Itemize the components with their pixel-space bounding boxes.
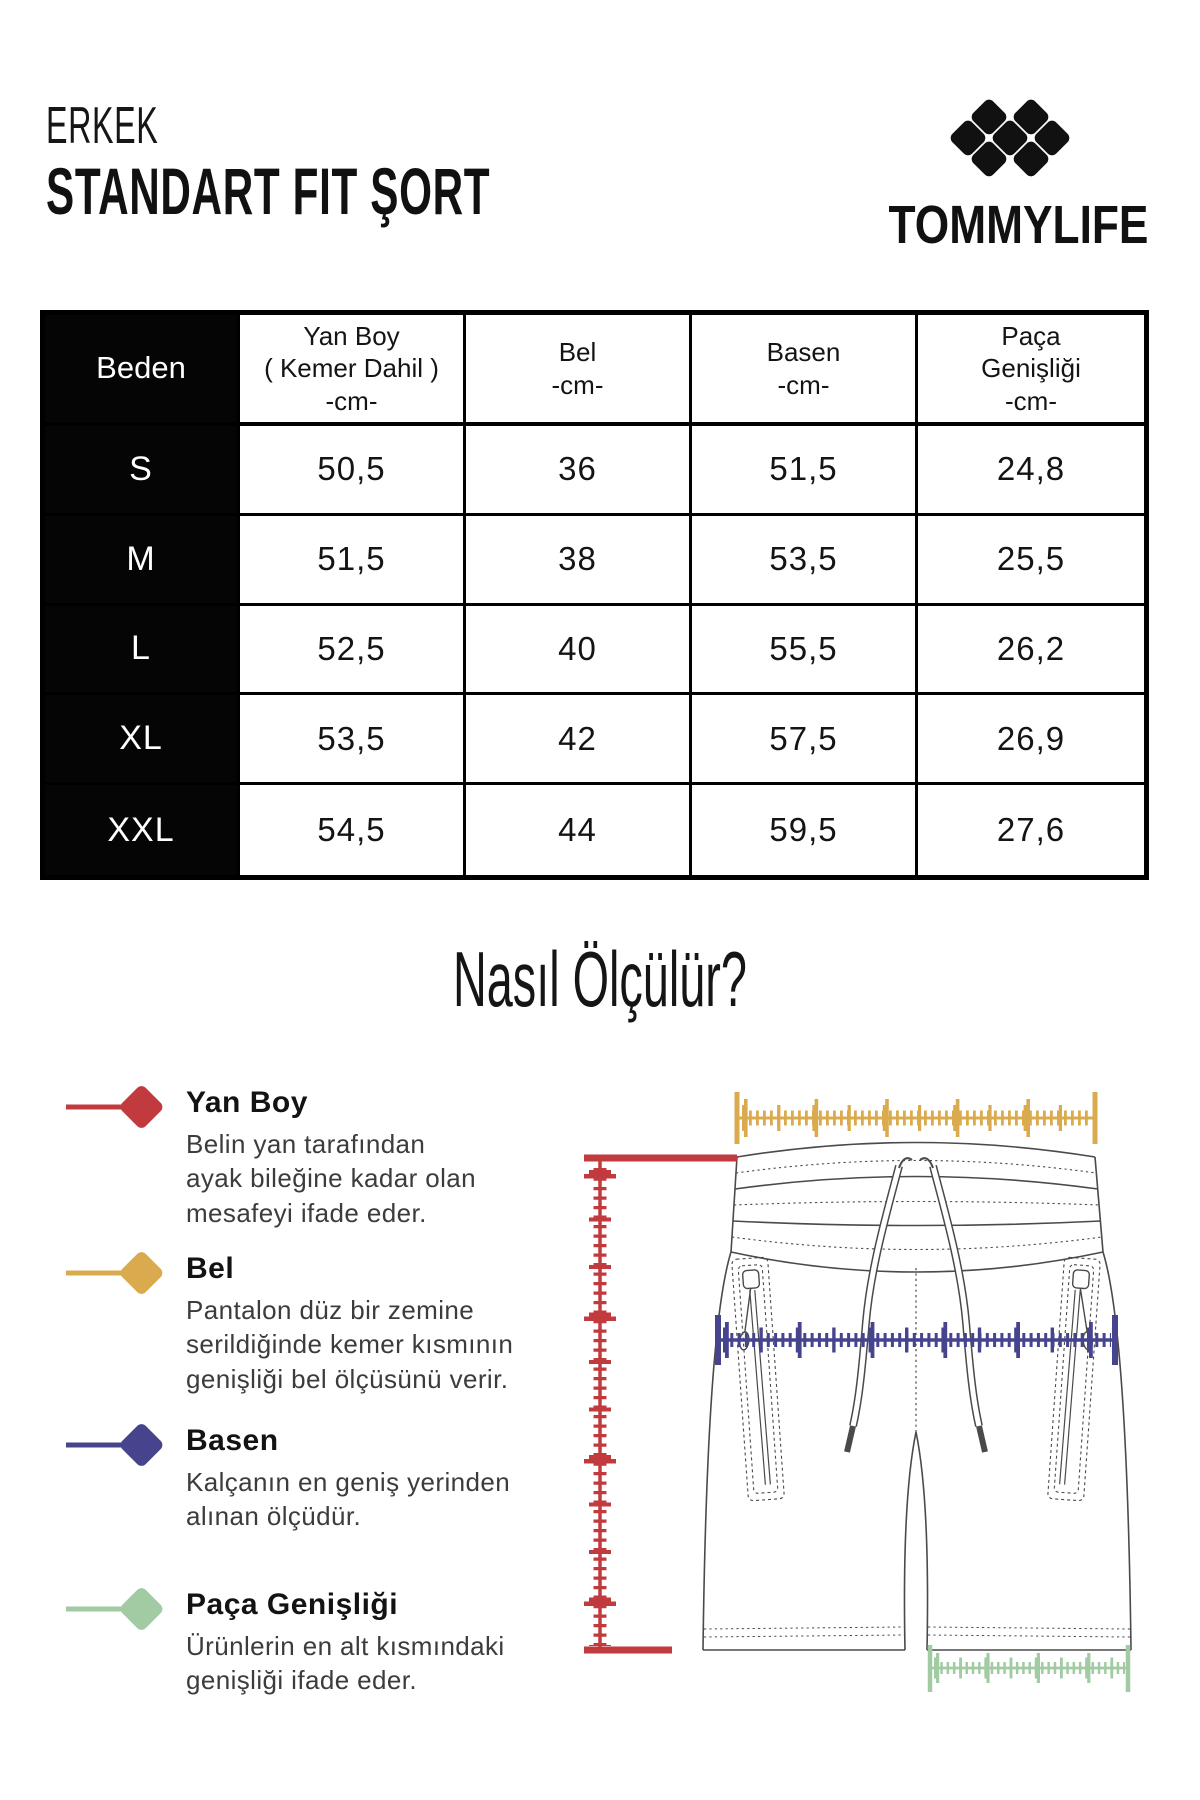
yan-boy-ruler [584,1158,737,1650]
legend-desc-line: Pantalon düz bir zemine [186,1295,475,1325]
legend-desc-line: serildiğinde kemer kısmının [186,1329,514,1360]
table-cell [240,426,466,516]
table-cell [918,695,1144,785]
table-cell [692,516,918,606]
size-label: M [126,539,156,578]
legend-title: Yan Boy [186,1086,308,1119]
value: 57,5 [769,719,838,757]
table-header-yan-boy [240,315,466,426]
legend-title: Basen [186,1424,279,1457]
col-label: Genişliği [981,353,1081,384]
value: 42 [558,719,597,757]
size-label: XXL [107,810,175,849]
table-cell [918,426,1144,516]
value: 59,5 [769,811,838,849]
left-zip-pocket [732,1257,785,1501]
legend-desc-line: Ürünlerin en alt kısmındaki [186,1631,505,1661]
yan-boy-diamond-icon [64,1081,176,1133]
legend-desc-line: alınan ölçüdür. [186,1501,362,1532]
value: 44 [558,811,597,849]
table-row-size [45,516,240,606]
value: 53,5 [317,719,386,757]
table-row-size [45,785,240,875]
page-title [46,97,740,229]
howto-heading [0,934,1200,1025]
table-cell [240,695,466,785]
table-cell [466,695,692,785]
howto-heading-text: Nasıl Ölçülür? [453,935,747,1023]
value: 27,6 [996,811,1066,849]
table-cell [692,695,918,785]
table-cell [466,516,692,606]
col-label: Yan Boy [303,320,400,351]
col-label: Beden [96,350,186,386]
value: 55,5 [769,629,838,667]
table-cell [466,606,692,696]
table-cell [466,785,692,875]
table-row-size [45,606,240,696]
table-cell [692,785,918,875]
table-cell [918,606,1144,696]
brand-diamonds-icon [947,96,1073,180]
size-table [40,310,1149,880]
table-row-size [45,426,240,516]
col-label: Paça [1001,320,1061,351]
table-header-basen [692,315,918,426]
legend-title: Paça Genişliği [186,1588,399,1621]
value: 38 [558,540,597,578]
right-zip-pocket [1048,1257,1101,1501]
value: 25,5 [996,540,1066,578]
col-unit: -cm- [551,369,604,400]
col-label: Bel [558,337,597,367]
legend-desc-line: genişliği ifade eder. [186,1665,417,1696]
value: 51,5 [769,450,838,488]
table-cell [918,516,1144,606]
table-header-bel [466,315,692,426]
col-unit: -cm- [325,385,378,416]
col-unit: -cm- [777,369,830,400]
legend-desc-line: Belin yan tarafından [186,1129,426,1159]
legend-desc-line: Kalçanın en geniş yerinden [186,1467,511,1497]
paca-diamond-icon [64,1583,176,1635]
table-cell [692,606,918,696]
table-cell [240,516,466,606]
table-row-size [45,695,240,785]
table-cell [240,785,466,875]
col-unit: -cm- [1005,385,1057,416]
brand-logo [860,96,1160,256]
size-label: XL [119,719,163,758]
value: 24,8 [996,450,1066,488]
bel-ruler [737,1092,1095,1144]
col-label: Basen [766,337,841,367]
table-cell [918,785,1144,875]
value: 36 [558,450,597,488]
basen-diamond-icon [64,1419,176,1471]
title-product: STANDART FIT ŞORT [46,154,491,229]
value: 26,9 [996,719,1066,757]
table-header-beden [45,315,240,426]
value: 52,5 [317,629,386,667]
col-label: ( Kemer Dahil ) [264,353,439,384]
shorts-measurement-diagram [560,1070,1160,1710]
bel-diamond-icon [64,1247,176,1299]
title-gender: ERKEK [46,97,159,155]
drawstring [847,1158,985,1452]
legend-title: Bel [186,1252,235,1285]
brand-name: TOMMYLIFE [888,195,1149,255]
value: 50,5 [317,450,386,488]
size-label: S [129,449,153,488]
table-cell [466,426,692,516]
table-header-paca [918,315,1144,426]
size-label: L [131,629,151,668]
value: 40 [558,629,597,667]
value: 51,5 [317,540,386,578]
table-cell [240,606,466,696]
legend-desc-line: genişliği bel ölçüsünü verir. [186,1363,509,1394]
value: 26,2 [996,629,1066,667]
paca-ruler [930,1645,1128,1692]
value: 53,5 [769,540,838,578]
value: 54,5 [317,811,386,849]
legend-desc-line: ayak bileğine kadar olan [186,1163,477,1194]
legend-desc-line: mesafeyi ifade eder. [186,1197,427,1228]
table-cell [692,426,918,516]
